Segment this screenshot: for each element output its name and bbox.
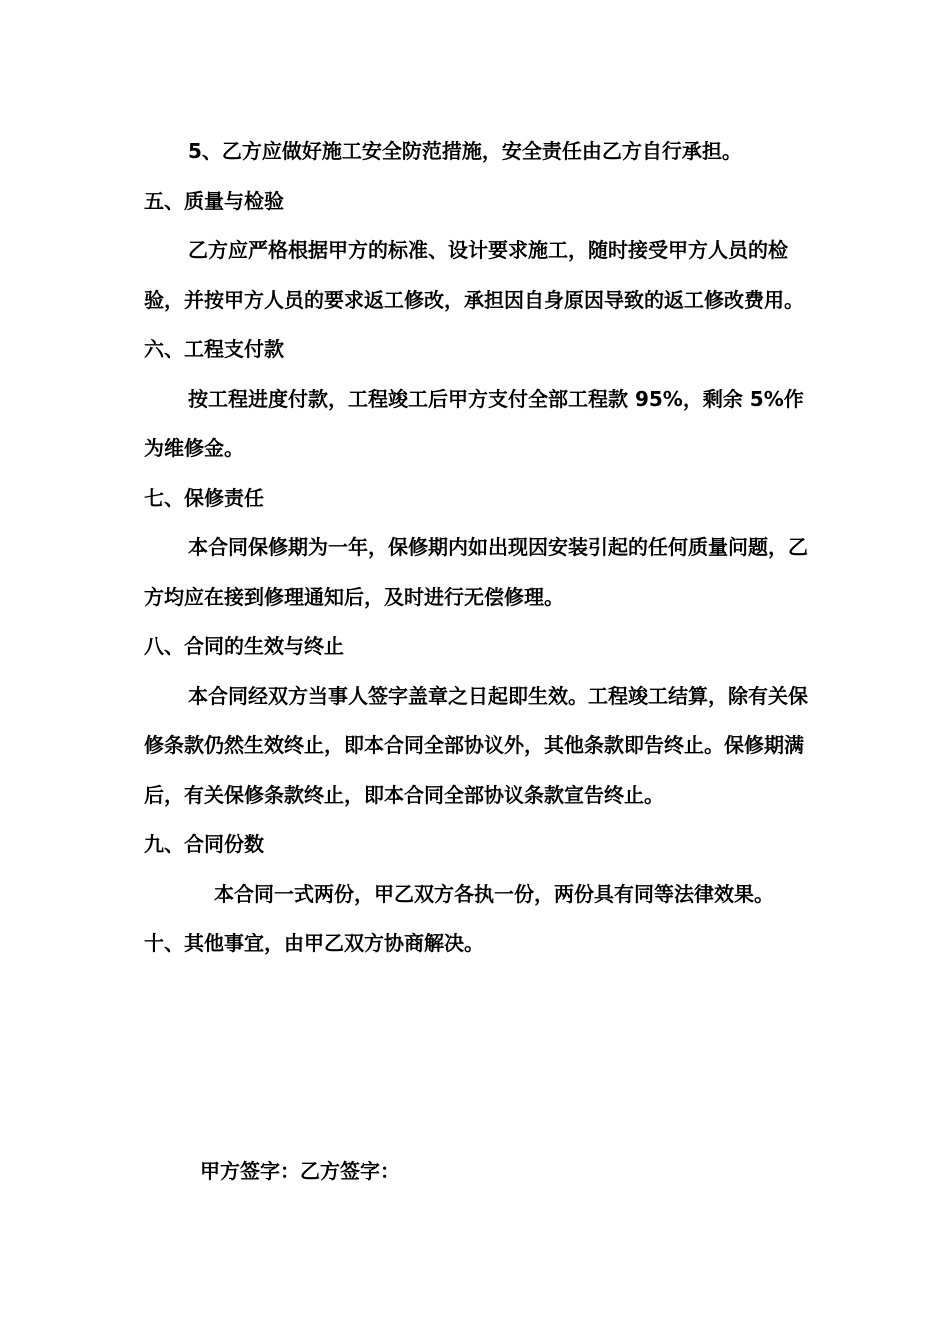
section-other-matters: 十、其他事宜，由甲乙双方协商解决。 <box>144 931 484 955</box>
section-body-copies: 本合同一式两份，甲乙双方各执一份，两份具有同等法律效果。 <box>214 881 774 906</box>
section-body-effect-termination: 本合同经双方当事人签字盖章之日起即生效。工程竣工结算，除有关保修条款仍然生效终止，即本合同全部协议外，其他条款即告终止。保修期满后，有关保修条款终止，即本合同全部协议条款宣告终止。 <box>144 683 808 807</box>
section-heading-copies: 九、合同份数 <box>144 832 264 856</box>
clause-4-item-5: 5、乙方应做好施工安全防范措施，安全责任由乙方自行承担。 <box>188 139 742 163</box>
section-heading-quality: 五、质量与检验 <box>144 188 284 213</box>
section-body-warranty: 本合同保修期为一年，保修期内如出现因安装引起的任何质量问题，乙方均应在接到修理通知后，及时进行无偿修理。 <box>144 535 808 609</box>
section-heading-payment: 六、工程支付款 <box>144 337 284 361</box>
contract-body <box>144 127 808 969</box>
section-body-payment: 按工程进度付款，工程竣工后甲方支付全部工程款 95%，剩余 5%作为维修金。 <box>144 386 804 460</box>
section-body-quality: 乙方应严格根据甲方的标准、设计要求施工，随时接受甲方人员的检验，并按甲方人员的要求返工修改，承担因自身原因导致的返工修改费用。 <box>144 238 804 312</box>
section-heading-effect-termination: 八、合同的生效与终止 <box>144 634 344 658</box>
signature-line: 甲方签字：乙方签字： <box>200 1159 400 1183</box>
section-heading-warranty: 七、保修责任 <box>144 485 264 510</box>
